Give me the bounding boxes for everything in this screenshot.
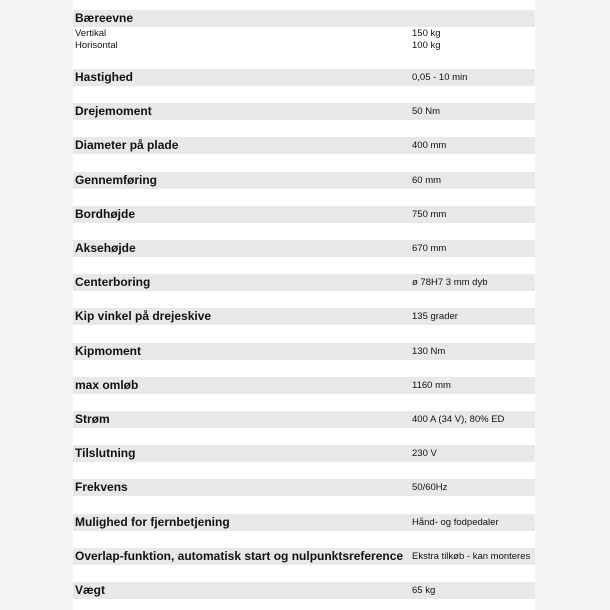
spec-label: Overlap-funktion, automatisk start og nulpunktsreference: [75, 549, 404, 563]
spec-label: Strøm: [75, 412, 110, 426]
spec-subvalue: 150 kg: [412, 28, 441, 39]
spec-value: 50/60Hz: [412, 482, 448, 493]
spec-label: Tilslutning: [75, 446, 136, 460]
row-highlight: [73, 582, 535, 599]
spec-label: Gennemføring: [75, 173, 158, 187]
spec-value: 750 mm: [412, 209, 447, 220]
spec-value: 135 grader: [412, 311, 458, 322]
spec-label: Aksehøjde: [75, 241, 136, 255]
spec-value: 400 mm: [412, 140, 447, 151]
spec-subrow-horisontal: [73, 40, 535, 52]
spec-label: Mulighed for fjernbetjening: [75, 515, 230, 529]
row-highlight: [73, 240, 535, 257]
spec-value: 0,05 - 10 min: [412, 72, 468, 83]
row-highlight: [73, 479, 535, 496]
spec-label: Frekvens: [75, 480, 128, 494]
spec-value: 50 Nm: [412, 106, 440, 117]
spec-value: 65 kg: [412, 585, 436, 596]
spec-label: Drejemoment: [75, 104, 152, 118]
spec-label: Hastighed: [75, 70, 134, 84]
spec-label: Diameter på plade: [75, 138, 179, 152]
spec-label: Centerboring: [75, 275, 151, 289]
spec-label: Bæreevne: [75, 11, 134, 25]
spec-value: 1160 mm: [412, 380, 451, 391]
spec-value: 60 mm: [412, 175, 442, 186]
spec-label: max omløb: [75, 378, 139, 392]
spec-label: Vægt: [75, 583, 105, 597]
spec-value: 670 mm: [412, 243, 447, 254]
row-highlight: [73, 206, 535, 223]
spec-value: Hånd- og fodpedaler: [412, 517, 499, 528]
spec-subvalue: 100 kg: [412, 40, 441, 51]
spec-label: Bordhøjde: [75, 207, 135, 221]
spec-value: Ekstra tilkøb - kan monteres: [412, 551, 531, 562]
spec-subrow-vertikal: [73, 28, 535, 40]
row-highlight: [73, 445, 535, 462]
spec-sheet: [73, 0, 535, 610]
spec-value: 130 Nm: [412, 346, 446, 357]
row-highlight: [73, 343, 535, 360]
spec-value: 230 V: [412, 448, 437, 459]
spec-sublabel: Vertikal: [75, 28, 107, 39]
row-highlight: [73, 377, 535, 394]
spec-sublabel: Horisontal: [75, 40, 118, 51]
spec-label: Kip vinkel på drejeskive: [75, 309, 212, 323]
spec-value: ø 78H7 3 mm dyb: [412, 277, 488, 288]
row-highlight: [73, 10, 535, 27]
spec-value: 400 A (34 V), 80% ED: [412, 414, 505, 425]
spec-label: Kipmoment: [75, 344, 141, 358]
